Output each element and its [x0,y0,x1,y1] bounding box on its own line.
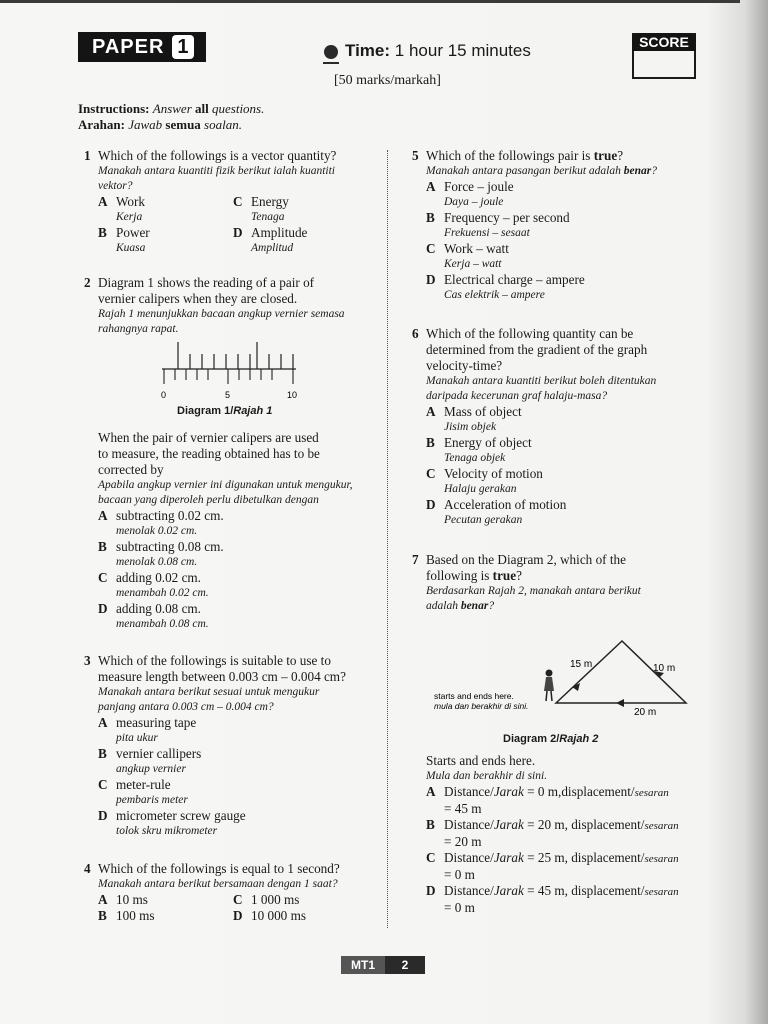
option-text: 100 ms [116,908,155,923]
option-d[interactable]: D 10 000 ms [233,908,306,923]
question-text-2: determined from the gradient of the graph [426,342,648,357]
question-text-3: velocity-time? [426,358,503,373]
option-a[interactable]: A 10 ms [98,892,148,907]
option-a[interactable]: A Mass of object Jisim objek [426,404,716,435]
question-text: Which of the followings is equal to 1 second? [98,861,340,876]
arahan-label: Arahan: [78,117,125,132]
option-text: Distance/ [444,883,494,898]
question-text-emphasis: true [593,148,618,163]
option-a[interactable]: A Distance/Jarak = 0 m,displacement/sesaran = 45 m [426,784,669,816]
page-footer-badge [341,956,425,974]
option-d[interactable]: D Acceleration of motion Pecutan gerakan [426,497,716,528]
statement-text-ms: Mula dan berakhir di sini. [426,770,548,782]
time-value: 1 hour 15 minutes [394,41,531,60]
option-text: measuring tape [116,715,197,730]
diagram-1-caption [177,405,272,417]
question-number: 5 [412,148,419,163]
label-base: 20 m [634,707,657,718]
question-number: 3 [84,653,91,668]
question-text-end: ? [617,148,624,163]
question-text-ms: Manakah antara kuantiti berikut boleh ditentukan [426,375,657,387]
start-label: starts and ends here. [434,691,514,701]
option-text: Work [116,194,145,209]
option-b[interactable]: B subtracting 0.08 cm. menolak 0.08 cm. [98,539,378,570]
option-text: Acceleration of motion [444,497,567,512]
question-text-ms-end: ? [488,600,495,612]
question-text-ms-2: daripada kecerunan graf halaju-masa? [426,390,608,402]
caption-text: Diagram 2/ [503,733,560,745]
arrow-base [616,699,624,707]
option-text: Energy of object [444,435,532,450]
option-a[interactable]: A subtracting 0.02 cm. menolak 0.02 cm. [98,508,378,539]
option-text-ms: Jarak [493,817,524,832]
instructions-emphasis: all [195,101,209,116]
option-b[interactable]: B Distance/Jarak = 20 m, displacement/sesaran = 20 m [426,817,679,849]
option-c[interactable]: C Distance/Jarak = 25 m, displacement/sesaran = 0 m [426,850,679,882]
scale-label-0: 0 [161,390,167,400]
question-text-ms: Manakah antara kuantiti fizik berikut ialah kuantiti [98,165,336,177]
question-text-ms-4: bacaan yang diperoleh perlu dibetulkan dengan [98,494,319,506]
option-c[interactable]: C Velocity of motion Halaju gerakan [426,466,716,497]
option-text: Velocity of motion [444,466,543,481]
option-translation: pembaris meter [116,794,188,806]
option-translation: menambah 0.08 cm. [116,618,209,630]
question-text-ms-2: panjang antara 0.003 cm – 0.004 cm? [98,701,274,713]
option-translation: Tenaga [251,211,285,223]
option-text-2: = 25 m, displacement/ [523,850,645,865]
option-text: 10 ms [116,892,148,907]
option-text: Work – watt [444,241,509,256]
question-text: Which of the following quantity can be [426,326,634,341]
option-translation: Jisim objek [444,421,497,433]
question-text: Which of the followings is a vector quantity? [98,148,337,163]
triangle-path-diagram [428,635,698,725]
option-text: micrometer screw gauge [116,808,246,823]
option-translation: Frekuensi – sesaat [444,227,530,239]
option-b[interactable]: B Power Kuasa [98,225,233,256]
question-text [426,148,716,164]
option-translation: Amplitud [251,242,294,254]
question-number: 1 [84,148,91,163]
option-translation: menolak 0.08 cm. [116,556,198,568]
option-a[interactable]: A Force – joule Daya – joule [426,179,716,210]
question-text-2 [426,568,716,584]
option-c[interactable]: C meter-rule pembaris meter [98,777,388,808]
option-text-value: = 45 m [444,801,482,816]
arahan-text-end: soalan. [204,117,242,132]
paper-number: 1 [172,35,194,59]
question-number: 7 [412,552,419,567]
instructions [78,101,264,133]
question-text-ms: Berdasarkan Rajah 2, manakah antara berikut [426,585,641,597]
option-text-value: = 0 m [444,900,475,915]
option-translation: Kuasa [116,242,146,254]
question-text-ms: Rajah 1 menunjukkan bacaan angkup vernier semasa [98,308,345,320]
option-translation: Pecutan gerakan [444,514,523,526]
question-text-ms [426,164,716,179]
option-translation: menolak 0.02 cm. [116,525,198,537]
option-d[interactable]: D Electrical charge – ampere Cas elektrik – ampere [426,272,716,303]
option-b[interactable]: B 100 ms [98,908,155,923]
option-b[interactable]: B Frequency – per second Frekuensi – sesaat [426,210,716,241]
footer-code: MT1 [341,956,385,974]
instructions-text: Answer [152,101,192,116]
label-side-left: 15 m [570,659,593,670]
option-text-ms-2: sesaran [644,820,679,832]
start-label-ms: mula dan berakhir di sini. [434,701,529,711]
option-text: vernier callipers [116,746,202,761]
option-translation: Halaju gerakan [444,483,517,495]
option-translation: pita ukur [116,732,158,744]
option-text: Distance/ [444,784,494,799]
question-text-ms-2 [426,599,716,614]
question-text-emphasis: true [492,568,517,583]
time-label: Time: [345,41,391,60]
label-side-right: 10 m [653,663,676,674]
option-c[interactable]: C Energy Tenaga [233,194,368,225]
question-number: 6 [412,326,419,341]
option-translation: angkup vernier [116,763,186,775]
top-rule [0,0,740,3]
question-number: 2 [84,275,91,290]
option-text-2: = 0 m,displacement/ [523,784,635,799]
arahan-emphasis: semua [165,117,201,132]
question-text-2: vernier calipers when they are closed. [98,291,298,306]
option-a[interactable]: A measuring tape pita ukur [98,715,388,746]
option-text: adding 0.02 cm. [116,570,201,585]
option-text-ms: Jarak [493,883,524,898]
question-text-4: to measure, the reading obtained has to be [98,446,320,461]
option-text: Amplitude [251,225,308,240]
question-text: Diagram 1 shows the reading of a pair of [98,275,315,290]
question-text-part: following is [426,568,490,583]
option-text: adding 0.08 cm. [116,601,201,616]
question-text-ms-2: rahangnya rapat. [98,323,179,335]
instructions-text-end: questions. [212,101,265,116]
question-2-part-b [98,430,378,632]
option-a[interactable]: A Work Kerja [98,194,233,225]
option-d[interactable]: D Amplitude Amplitud [233,225,368,256]
option-translation: tolok skru mikrometer [116,825,218,837]
option-text: Frequency – per second [444,210,570,225]
option-text-ms-2: sesaran [644,853,679,865]
question-text-ms: Manakah antara berikut bersamaan dengan 1 saat? [98,878,338,890]
instructions-label: Instructions: [78,101,150,116]
option-text-value: = 0 m [444,867,475,882]
total-marks: [50 marks/markah] [334,73,441,88]
option-c[interactable]: C 1 000 ms [233,892,300,907]
caption-text-ms: Rajah 2 [559,733,599,745]
person-icon [544,670,554,702]
option-text: Energy [251,194,289,209]
option-text-ms-2: sesaran [644,886,679,898]
question-text-ms: Manakah antara berikut sesuai untuk mengukur [98,686,320,698]
option-text: Power [116,225,150,240]
option-text: Distance/ [444,817,494,832]
option-text-ms: Jarak [493,850,524,865]
option-text-2: = 45 m, displacement/ [523,883,645,898]
question-text-end: ? [516,568,522,583]
option-translation: Daya – joule [444,196,504,208]
caption-text-ms: Rajah 1 [233,405,273,417]
score-label: SCORE [632,33,696,51]
scale-label-10: 10 [287,390,298,400]
question-text-ms-emphasis: benar [460,600,489,612]
option-d[interactable]: D adding 0.08 cm. menambah 0.08 cm. [98,601,378,632]
option-translation: Kerja [116,211,143,223]
question-number: 4 [84,861,91,876]
option-translation: Kerja – watt [444,258,502,270]
paper-badge [78,32,206,62]
question-text-2: measure length between 0.003 cm – 0.004 cm? [98,669,346,684]
scale-label-5: 5 [225,390,231,400]
question-text-5: corrected by [98,462,164,477]
question-text-ms-part: adalah [426,600,458,612]
option-c[interactable]: C Work – watt Kerja – watt [426,241,716,272]
option-d[interactable]: D Distance/Jarak = 45 m, displacement/sesaran = 0 m [426,883,679,915]
option-b[interactable]: B Energy of object Tenaga objek [426,435,716,466]
option-text-2: = 20 m, displacement/ [523,817,645,832]
question-text-part: Which of the followings pair is [426,148,591,163]
option-text: subtracting 0.02 cm. [116,508,224,523]
diagram-2-caption [503,733,598,745]
question-text-3: When the pair of vernier calipers are used [98,430,319,445]
question-text-ms-end: ? [651,165,657,177]
option-translation: Tenaga objek [444,452,506,464]
question-text-ms-part: Manakah antara pasangan berikut adalah [426,165,621,177]
page-number: 2 [385,956,425,974]
statement-text: Starts and ends here. [426,753,536,768]
option-text-ms-2: sesaran [634,787,669,799]
option-text: 10 000 ms [251,908,306,923]
option-text: meter-rule [116,777,171,792]
caption-text: Diagram 1/ [177,405,234,417]
option-text: Force – joule [444,179,514,194]
option-text-value: = 20 m [444,834,482,849]
question-7-options [426,753,716,916]
clock-icon [324,45,338,59]
option-text-ms: Jarak [493,784,524,799]
option-c[interactable]: C adding 0.02 cm. menambah 0.02 cm. [98,570,378,601]
time-line [345,41,531,61]
question-text-ms-3: Apabila angkup vernier ini digunakan untuk mengukur, [98,479,353,491]
paper-label: PAPER [92,35,165,58]
option-translation: Cas elektrik – ampere [444,289,545,301]
option-text: Electrical charge – ampere [444,272,585,287]
option-b[interactable]: B vernier callipers angkup vernier [98,746,388,777]
question-text-ms-2: vektor? [98,180,133,192]
option-translation: menambah 0.02 cm. [116,587,209,599]
option-text: subtracting 0.08 cm. [116,539,224,554]
option-text: 1 000 ms [251,892,300,907]
question-text: Based on the Diagram 2, which of the [426,552,626,567]
vernier-scale-diagram [150,340,310,402]
question-text: Which of the followings is suitable to use to [98,653,331,668]
option-d[interactable]: D micrometer screw gauge tolok skru mikrometer [98,808,388,839]
arahan-text: Jawab [128,117,163,132]
option-text: Mass of object [444,404,522,419]
question-text-ms-emphasis: benar [623,165,652,177]
option-text: Distance/ [444,850,494,865]
